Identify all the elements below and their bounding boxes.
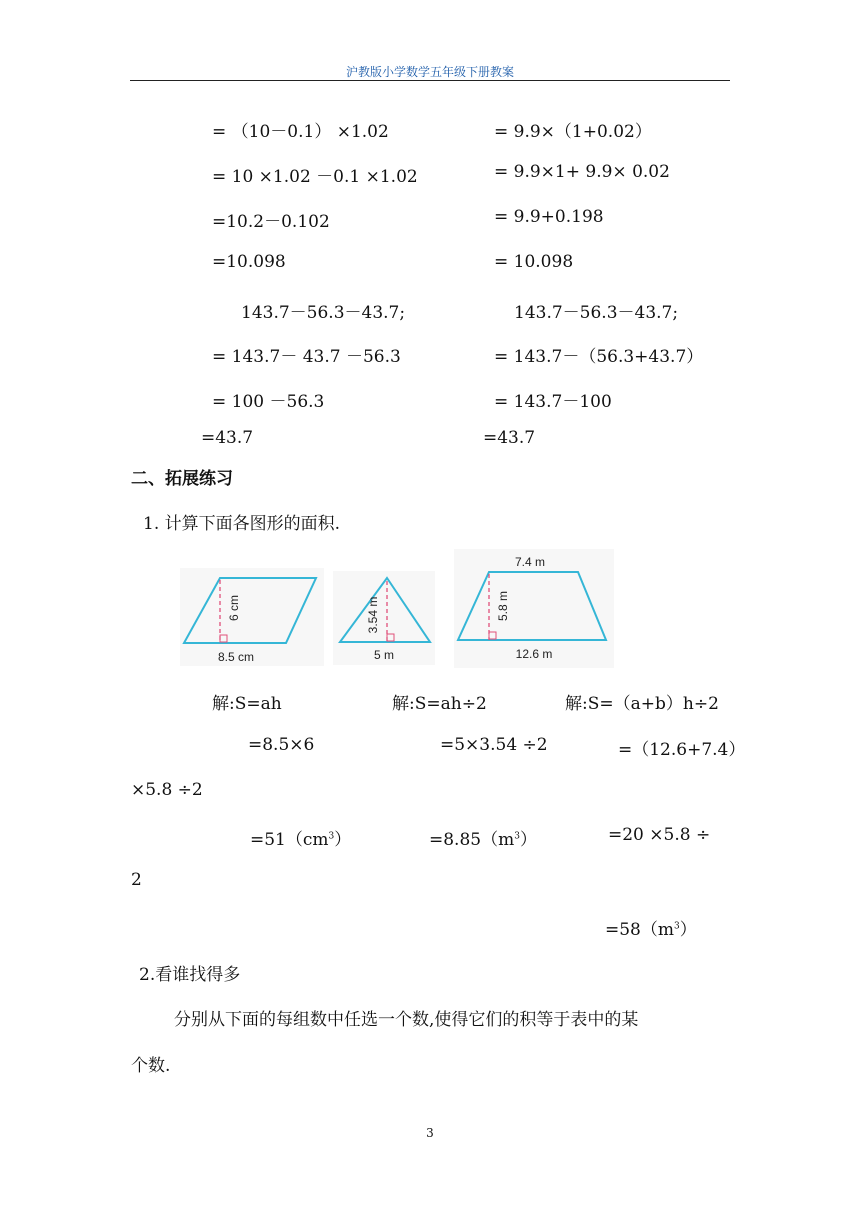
calc-right-4: = 10.098: [494, 252, 574, 272]
right-angle-mark: [220, 635, 227, 642]
page-number: 3: [426, 1126, 434, 1140]
triangle-base-label: 5 m: [373, 648, 395, 662]
calc-right-1: = 9.9×（1+0.02）: [494, 122, 652, 142]
solution-c-line2: =（12.6+7.4）: [618, 740, 746, 760]
parallelogram-base-label: 8.5 cm: [217, 650, 255, 664]
calc-left-8: =43.7: [201, 428, 254, 448]
solution-c-line3-cont: 2: [131, 870, 142, 890]
calc-left-4: =10.098: [212, 252, 286, 272]
trapezoid-base-label: 12.6 m: [515, 647, 553, 661]
calc-right-6: = 143.7－（56.3+43.7）: [494, 347, 704, 367]
question-1: 1. 计算下面各图形的面积.: [143, 514, 341, 534]
solution-c-line4: $=58(m^3)$: [605, 920, 697, 940]
calc-right-7: = 143.7－100: [494, 392, 612, 412]
parallelogram-height-label: 6 cm: [227, 594, 241, 622]
solution-a-line3: $=51(cm^3)$: [250, 830, 352, 850]
calc-right-5: 143.7－56.3－43.7;: [514, 303, 679, 323]
solution-b-line2: =5×3.54 ÷2: [440, 735, 548, 755]
calc-left-3: =10.2－0.102: [212, 212, 330, 232]
question-2: 2.看谁找得多: [139, 965, 241, 985]
right-angle-mark: [489, 632, 496, 639]
trapezoid-height-label: 5.8 m: [496, 590, 510, 622]
trapezoid-top-label: 7.4 m: [514, 555, 546, 569]
section-heading: 二、拓展练习: [131, 469, 233, 489]
calc-left-5: 143.7－56.3－43.7;: [241, 303, 406, 323]
triangle-shape: [340, 578, 430, 642]
calc-right-8: =43.7: [483, 428, 536, 448]
parallelogram-shape: [184, 578, 316, 643]
solution-a-line2: =8.5×6: [248, 735, 315, 755]
solution-b-line3: $=8.85(m^3)$: [429, 830, 537, 850]
solution-a-line1: 解:S=ah: [212, 694, 282, 714]
solution-c-line2-cont: ×5.8 ÷2: [131, 780, 203, 800]
calc-left-2: = 10 ×1.02 －0.1 ×1.02: [212, 167, 418, 187]
triangle-figure: [333, 571, 435, 665]
solution-b-line1: 解:S=ah÷2: [392, 694, 487, 714]
calc-left-7: = 100 －56.3: [212, 392, 325, 412]
calc-right-2: = 9.9×1+ 9.9× 0.02: [494, 162, 670, 182]
page-header: 沪教版小学数学五年级下册教案: [345, 65, 514, 79]
calc-left-1: = （10－0.1） ×1.02: [212, 122, 389, 142]
header-rule: [130, 80, 730, 81]
triangle-height-label: 3.54 m: [366, 596, 380, 634]
trapezoid-figure: [454, 549, 614, 668]
calc-left-6: = 143.7－ 43.7 －56.3: [212, 347, 401, 367]
calc-right-3: = 9.9+0.198: [494, 207, 604, 227]
right-angle-mark: [387, 634, 394, 641]
solution-c-line3: =20 ×5.8 ÷: [608, 825, 711, 845]
trapezoid-shape: [458, 572, 606, 640]
question-2-text-line2: 个数.: [131, 1056, 171, 1076]
question-2-text-line1: 分别从下面的每组数中任选一个数,使得它们的积等于表中的某: [174, 1010, 639, 1030]
parallelogram-figure: [180, 568, 324, 666]
solution-c-line1: 解:S=（a+b）h÷2: [565, 694, 719, 714]
